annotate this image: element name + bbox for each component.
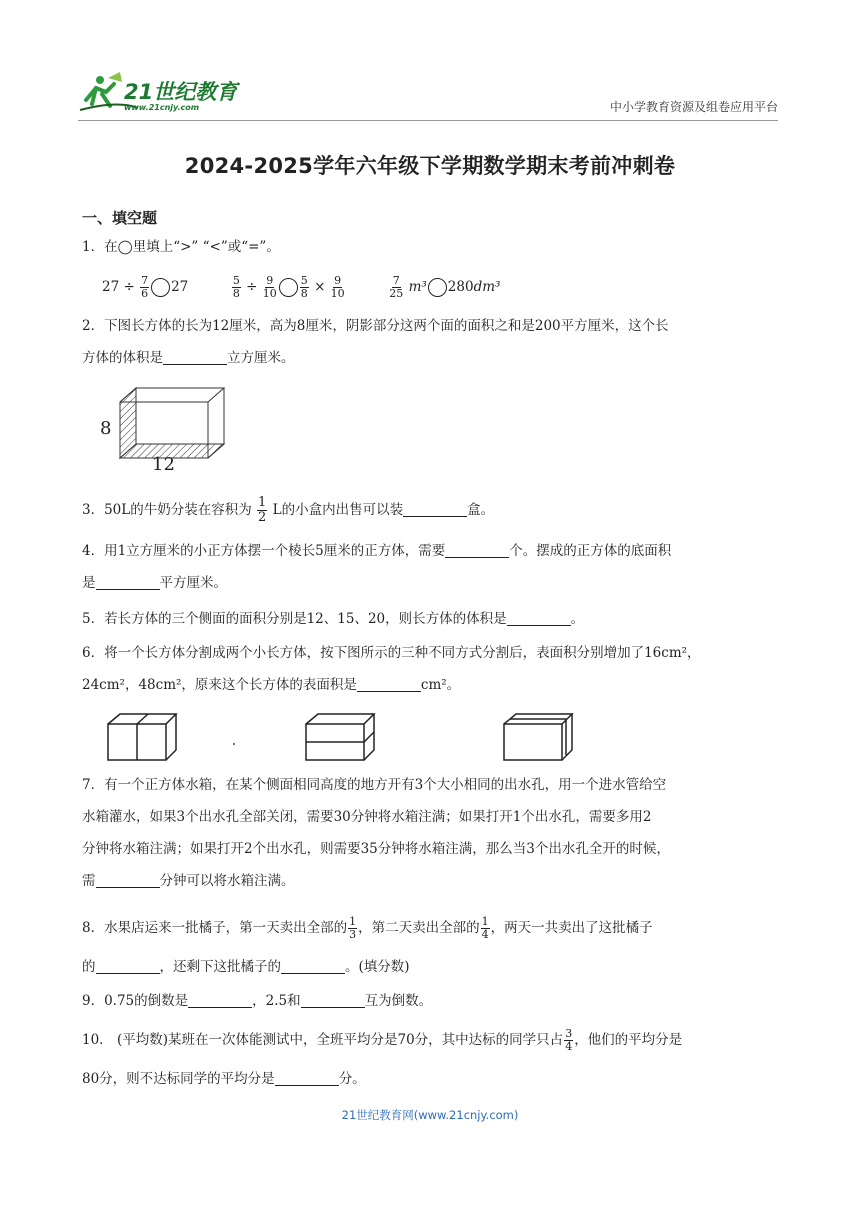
logo-text: 21世纪教育 (124, 80, 238, 104)
platform-label: 中小学教育资源及组卷应用平台 (609, 100, 778, 114)
answer-blank[interactable] (357, 675, 421, 692)
cut-figures (106, 712, 806, 762)
question-5: 5．若长方体的三个侧面的面积分别是12、15、20，则长方体的体积是 。 (82, 611, 585, 627)
question-7: 7．有一个正方体水箱，在某个侧面相同高度的地方开有3个大小相同的出水孔，用一个进水管给空 水箱灌水，如果3个出水孔全部关闭，需要30分钟将水箱注满；如果打开1个出水孔，需要多用2 分钟将水箱注满；如果打开2个出水孔，则需要35分钟将水箱注满，那么当3个出水孔全开的时候， 需 分钟可以将水箱注满。 (82, 777, 670, 889)
cuboid-figure: 8 12 (100, 382, 240, 477)
question-1 (82, 231, 782, 263)
question-8: 8．水果店运来一批橘子，第一天卖出全部的 $\frac{1}{3}$ ，第二天卖出全部的 $\frac{1}{4}$ ，两天一共卖出了这批橘子 (82, 915, 653, 941)
question-9: 9．0.75的倒数是 ，2.5和 互为倒数。 (82, 993, 433, 1009)
q1-stem: 1．在◯里填上“>” “<”或“=”。 (82, 239, 280, 255)
page-title: 2024-2025学年六年级下学期数学期末考前冲刺卷 (184, 154, 676, 178)
header-divider (78, 120, 778, 121)
answer-blank[interactable] (275, 1069, 339, 1086)
question-2: 2．下图长方体的长为12厘米，高为8厘米，阴影部分这两个面的面积之和是200平方厘米，这个长 方体的体积是 立方厘米。 (82, 318, 669, 366)
answer-blank[interactable] (163, 348, 227, 365)
answer-blank[interactable] (445, 541, 509, 558)
compare-circle[interactable] (428, 278, 447, 297)
answer-blank[interactable] (403, 500, 467, 517)
answer-blank[interactable] (281, 957, 345, 974)
answer-blank[interactable] (188, 991, 252, 1008)
answer-blank[interactable] (507, 609, 571, 626)
compare-circle[interactable] (151, 278, 170, 297)
answer-blank[interactable] (96, 957, 160, 974)
answer-blank[interactable] (301, 991, 365, 1008)
section-heading: 一、填空题 (82, 209, 158, 227)
cuboid-cut-depth (504, 714, 572, 760)
cuboid-cut-vertical (108, 714, 176, 760)
question-10: 10． (平均数)某班在一次体能测试中，全班平均分是70分，其中达标的同学只占 $\frac{3}{4}$ ，他们的平均分是 (82, 1027, 683, 1053)
answer-blank[interactable] (96, 573, 160, 590)
compare-circle[interactable] (279, 278, 298, 297)
question-4: 4．用1立方厘米的小正方体摆一个棱长5厘米的正方体，需要 个。摆成的正方体的底面积 是 平方厘米。 (82, 543, 672, 591)
question-6: 6．将一个长方体分割成两个小长方体，按下图所示的三种不同方式分割后，表面积分别增加了16cm²， 24cm²，48cm²，原来这个长方体的表面积是 cm²。 (82, 645, 701, 693)
logo (78, 70, 258, 118)
question-8-line2: 的 ，还剩下这批橘子的 。(填分数) (82, 959, 410, 975)
footer-link[interactable]: 21世纪教育网(www.21cnjy.com) (341, 1108, 519, 1122)
q1-expressions: 27 ÷ $\frac{7}{6}$ 27 $\frac{5}{8}$ ÷ $\frac{9}{10}$ $\frac{5}{8}$ × $\frac{9}{10}$ $\frac{7}{25}$ m³ 280dm³ (102, 274, 501, 300)
cuboid-cut-horizontal (306, 714, 374, 760)
question-3: 3．50L的牛奶分装在容积为 $\frac{1}{2}$ L的小盒内出售可以装 盒。 (82, 495, 495, 525)
logo-url: www.21cnjy.com (124, 103, 200, 112)
answer-blank[interactable] (96, 871, 160, 888)
question-10-line2: 80分，则不达标同学的平均分是 分。 (82, 1071, 366, 1087)
